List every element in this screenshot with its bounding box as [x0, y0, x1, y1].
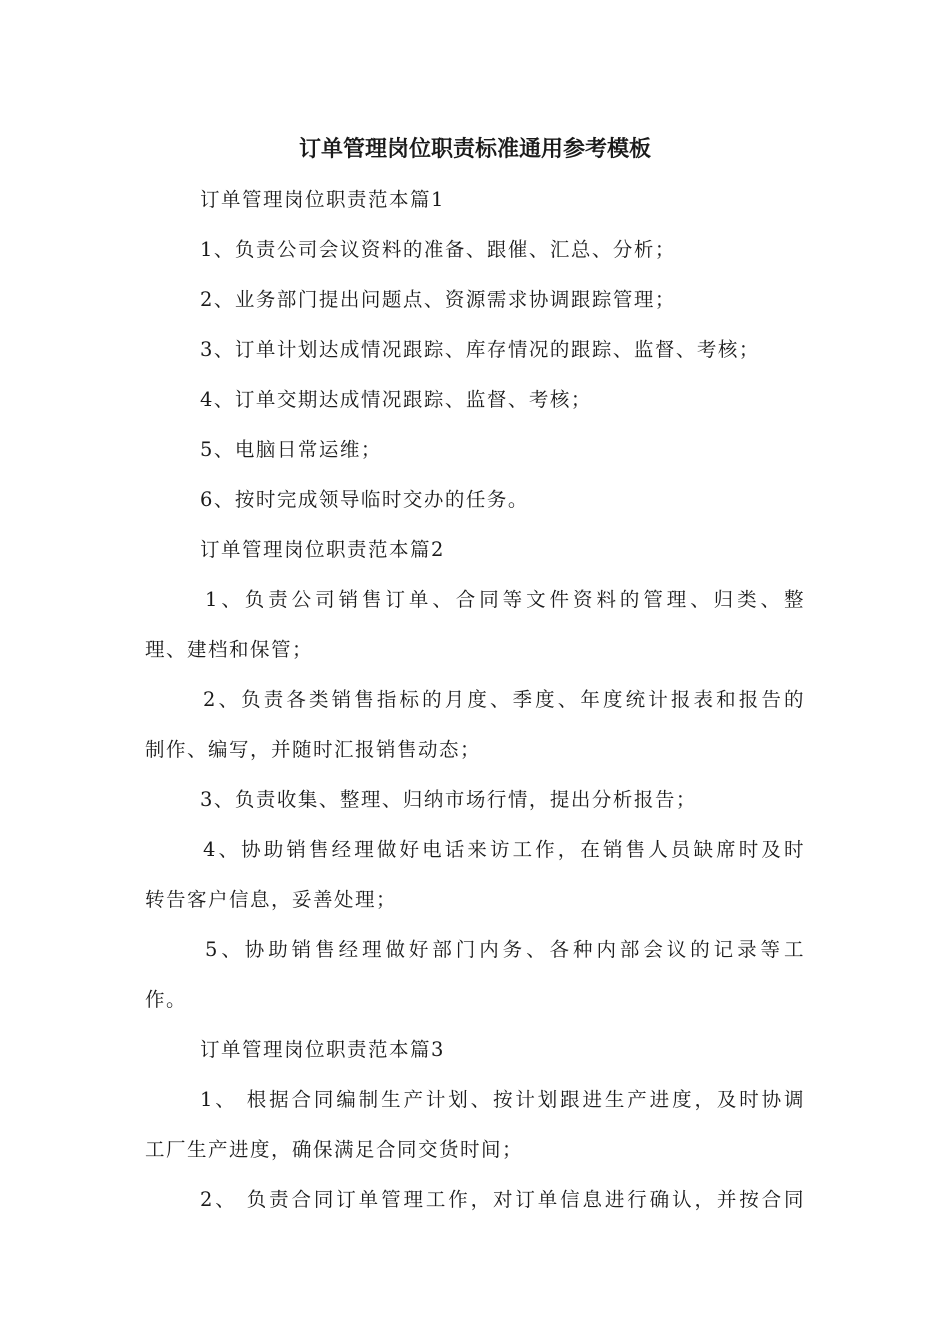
- list-item-continuation: 工厂生产进度，确保满足合同交货时间；: [145, 1138, 524, 1161]
- list-item: 5、电脑日常运维；: [200, 438, 382, 461]
- list-item: 2、 负责合同订单管理工作，对订单信息进行确认，并按合同: [200, 1188, 805, 1211]
- list-item: 3、负责收集、整理、归纳市场行情，提出分析报告；: [200, 788, 697, 811]
- list-item: 3、订单计划达成情况跟踪、库存情况的跟踪、监督、考核；: [200, 338, 760, 361]
- list-item: 6、按时完成领导临时交办的任务。: [200, 488, 529, 511]
- list-item: 4、订单交期达成情况跟踪、监督、考核；: [200, 388, 592, 411]
- document-title: 订单管理岗位职责标准通用参考模板: [298, 137, 651, 162]
- section-heading-3: 订单管理岗位职责范本篇3: [200, 1038, 445, 1061]
- section-heading-1: 订单管理岗位职责范本篇1: [200, 188, 445, 211]
- list-item-continuation: 制作、编写，并随时汇报销售动态；: [145, 738, 482, 761]
- list-item: 4、协助销售经理做好电话来访工作，在销售人员缺席时及时: [203, 838, 805, 861]
- list-item: 1、负责公司销售订单、合同等文件资料的管理、归类、整: [205, 588, 805, 611]
- list-item: 1、 根据合同编制生产计划、按计划跟进生产进度，及时协调: [200, 1088, 805, 1111]
- list-item-continuation: 转告客户信息，妥善处理；: [145, 888, 398, 911]
- list-item: 1、负责公司会议资料的准备、跟催、汇总、分析；: [200, 238, 676, 261]
- list-item-continuation: 理、建档和保管；: [145, 638, 314, 661]
- list-item: 2、负责各类销售指标的月度、季度、年度统计报表和报告的: [203, 688, 805, 711]
- list-item: 2、业务部门提出问题点、资源需求协调跟踪管理；: [200, 288, 676, 311]
- list-item-continuation: 作。: [145, 988, 188, 1011]
- list-item: 5、协助销售经理做好部门内务、各种内部会议的记录等工: [205, 938, 805, 961]
- section-heading-2: 订单管理岗位职责范本篇2: [200, 538, 445, 561]
